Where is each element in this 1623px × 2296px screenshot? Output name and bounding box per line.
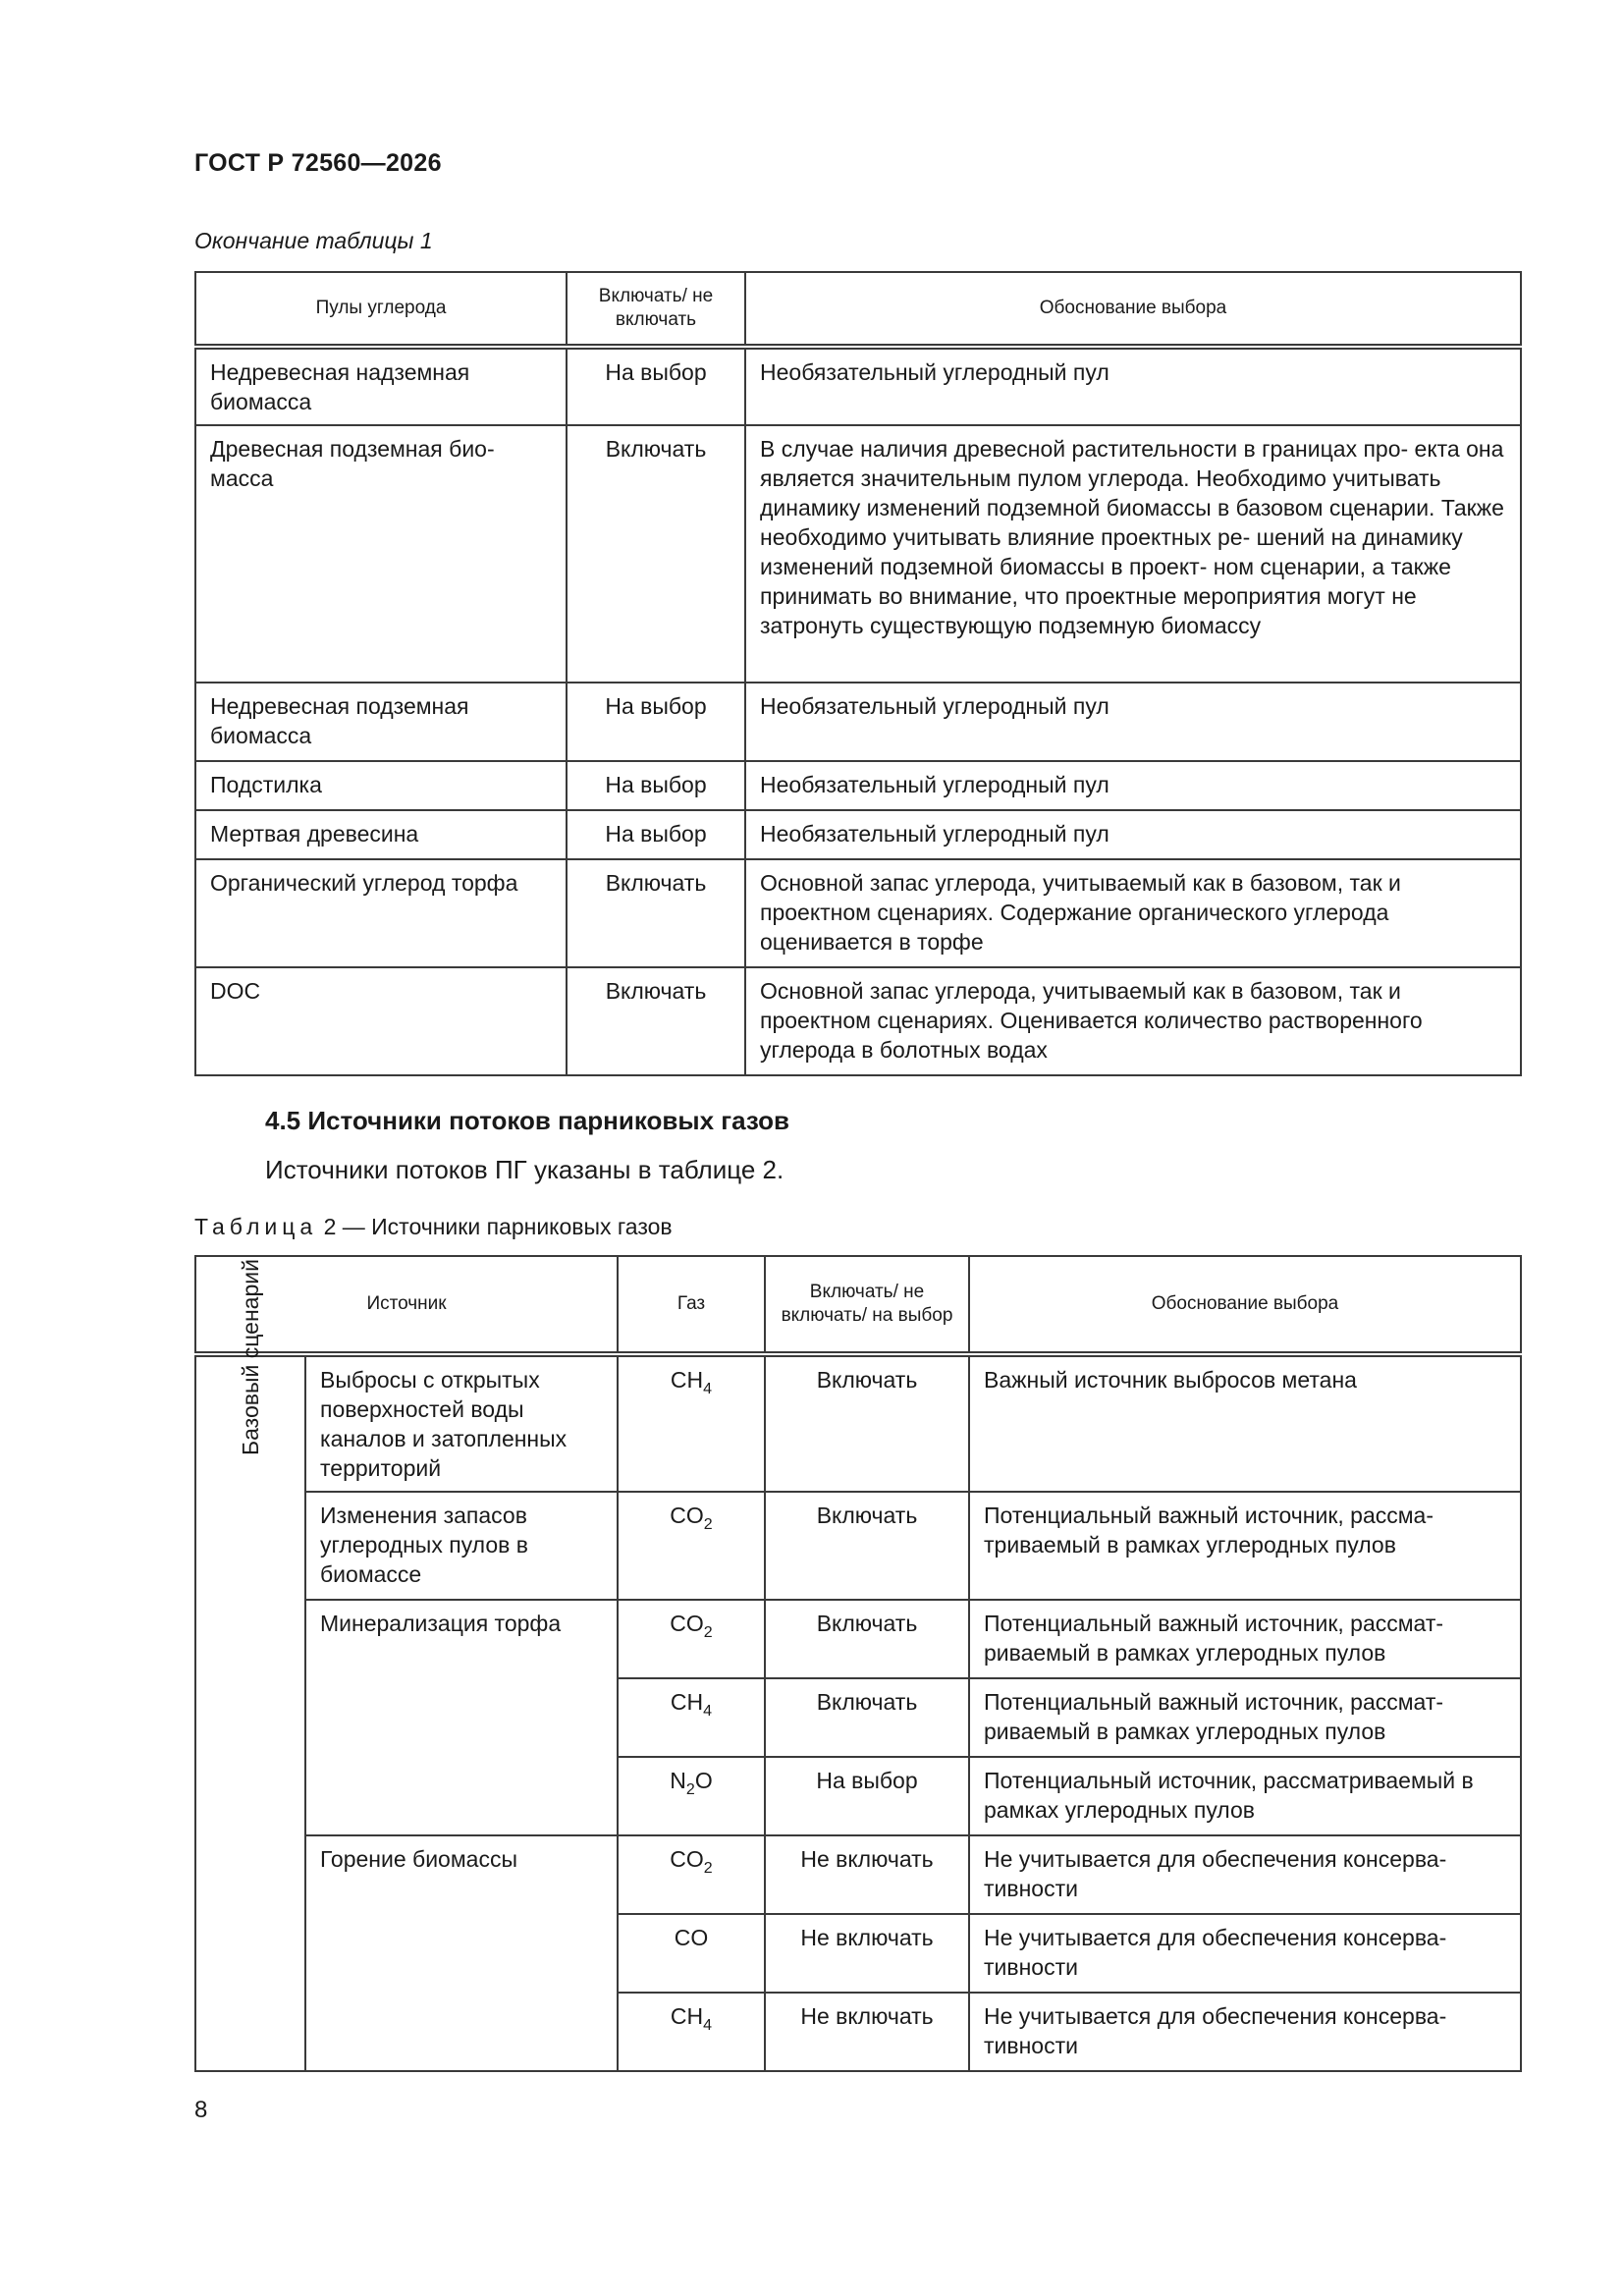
table1-header-include: Включать/ не включать	[567, 272, 745, 347]
reason-cell: Основной запас углерода, учитываемый как в базовом, так и проектном сценариях. Содержание органического углерода оценивается в торфе	[745, 859, 1521, 967]
source-cell: Минерализация торфа	[305, 1600, 618, 1835]
scenario-label: Базовый сценарий	[238, 1259, 263, 1455]
document-header: ГОСТ Р 72560—2026	[194, 149, 442, 177]
reason-cell: В случае наличия древесной растительности в границах про- екта она является значительным пулом углерода. Необходимо учитывать динамику изменений подземной биомассы в базовом сценарии. Также необходимо учитывать влияние проектных ре- шений на динамику изменений подземной биомассы в проект- ном сценарии, а также принимать во внимание, что проектные мероприятия могут не затронуть существующую подземную биомассу	[745, 425, 1521, 683]
include-cell: Не включать	[765, 1835, 969, 1914]
table-row	[195, 761, 1521, 810]
reason-cell: Необязательный углеродный пул	[745, 761, 1521, 810]
table2-caption-prefix: Таблица	[194, 1214, 318, 1239]
source-cell: Горение биомассы	[305, 1835, 618, 2071]
reason-cell: Потенциальный источник, рассматриваемый в рамках углеродных пулов	[969, 1757, 1521, 1835]
reason-cell: Потенциальный важный источник, рассмат- риваемый в рамках углеродных пулов	[969, 1678, 1521, 1757]
table1-header-reason: Обоснование выбора	[745, 272, 1521, 347]
table2-header-include: Включать/ не включать/ на выбор	[765, 1256, 969, 1354]
table2-header-reason: Обоснование выбора	[969, 1256, 1521, 1354]
gas-cell: $CO_2$	[618, 1600, 765, 1678]
table-row	[195, 810, 1521, 859]
table-row	[195, 347, 1521, 425]
table-row	[195, 1835, 1521, 1914]
include-cell: На выбор	[567, 810, 745, 859]
reason-cell: Необязательный углеродный пул	[745, 810, 1521, 859]
gas-cell: $CH_4$	[618, 1354, 765, 1492]
reason-cell: Необязательный углеродный пул	[745, 683, 1521, 761]
gas-cell: CO	[618, 1914, 765, 1993]
table2-header-row	[195, 1256, 1521, 1354]
table1-caption: Окончание таблицы 1	[194, 228, 433, 253]
table2-header-source: Источник	[195, 1256, 618, 1354]
table2	[194, 1255, 1522, 2072]
reason-cell: Важный источник выбросов метана	[969, 1354, 1521, 1492]
include-cell: На выбор	[567, 347, 745, 425]
gas-cell: $CO_2$	[618, 1835, 765, 1914]
page-number: 8	[194, 2097, 208, 2123]
include-cell: Не включать	[765, 1993, 969, 2071]
pool-cell: Органический углерод торфа	[195, 859, 567, 967]
pool-cell: DOC	[195, 967, 567, 1075]
section-text: Источники потоков ПГ указаны в таблице 2.	[265, 1155, 784, 1184]
source-cell: Изменения запасов углеродных пулов в биомассе	[305, 1492, 618, 1600]
reason-cell: Необязательный углеродный пул	[745, 347, 1521, 425]
gas-cell: $CO_2$	[618, 1492, 765, 1600]
gas-cell: $CH_4$	[618, 1993, 765, 2071]
table1-header-pool: Пулы углерода	[195, 272, 567, 347]
table-row	[195, 859, 1521, 967]
reason-cell: Основной запас углерода, учитываемый как в базовом, так и проектном сценариях. Оценивается количество растворенного углерода в болотных водах	[745, 967, 1521, 1075]
table-row	[195, 1600, 1521, 1678]
include-cell: Включать	[765, 1678, 969, 1757]
table-row	[195, 683, 1521, 761]
table-row	[195, 425, 1521, 683]
table-row	[195, 1492, 1521, 1600]
table2-caption	[194, 1214, 673, 1240]
gas-cell: $CH_4$	[618, 1678, 765, 1757]
source-cell: Выбросы с открытых поверхностей воды каналов и затопленных территорий	[305, 1354, 618, 1492]
table2-caption-title: 2 — Источники парниковых газов	[317, 1214, 673, 1239]
include-cell: Включать	[567, 859, 745, 967]
reason-cell: Не учитывается для обеспечения консерва- тивности	[969, 1835, 1521, 1914]
pool-cell: Древесная подземная био- масса	[195, 425, 567, 683]
reason-cell: Не учитывается для обеспечения консерва- тивности	[969, 1914, 1521, 1993]
pool-cell: Недревесная подземная биомасса	[195, 683, 567, 761]
include-cell: На выбор	[567, 683, 745, 761]
section-heading: 4.5 Источники потоков парниковых газов	[265, 1106, 790, 1135]
include-cell: На выбор	[765, 1757, 969, 1835]
reason-cell: Не учитывается для обеспечения консерва- тивности	[969, 1993, 1521, 2071]
include-cell: Не включать	[765, 1914, 969, 1993]
include-cell: Включать	[567, 425, 745, 683]
table-row	[195, 1354, 1521, 1492]
pool-cell: Недревесная надземная биомасса	[195, 347, 567, 425]
table-row	[195, 967, 1521, 1075]
gas-cell: $N_2O$	[618, 1757, 765, 1835]
include-cell: Включать	[567, 967, 745, 1075]
reason-cell: Потенциальный важный источник, рассмат- риваемый в рамках углеродных пулов	[969, 1600, 1521, 1678]
scenario-cell	[195, 1259, 305, 2071]
reason-cell: Потенциальный важный источник, рассма- триваемый в рамках углеродных пулов	[969, 1492, 1521, 1600]
table1	[194, 271, 1522, 1076]
pool-cell: Мертвая древесина	[195, 810, 567, 859]
pool-cell: Подстилка	[195, 761, 567, 810]
table1-header-row	[195, 272, 1521, 347]
include-cell: На выбор	[567, 761, 745, 810]
include-cell: Включать	[765, 1600, 969, 1678]
include-cell: Включать	[765, 1492, 969, 1600]
table2-header-gas: Газ	[618, 1256, 765, 1354]
include-cell: Включать	[765, 1354, 969, 1492]
